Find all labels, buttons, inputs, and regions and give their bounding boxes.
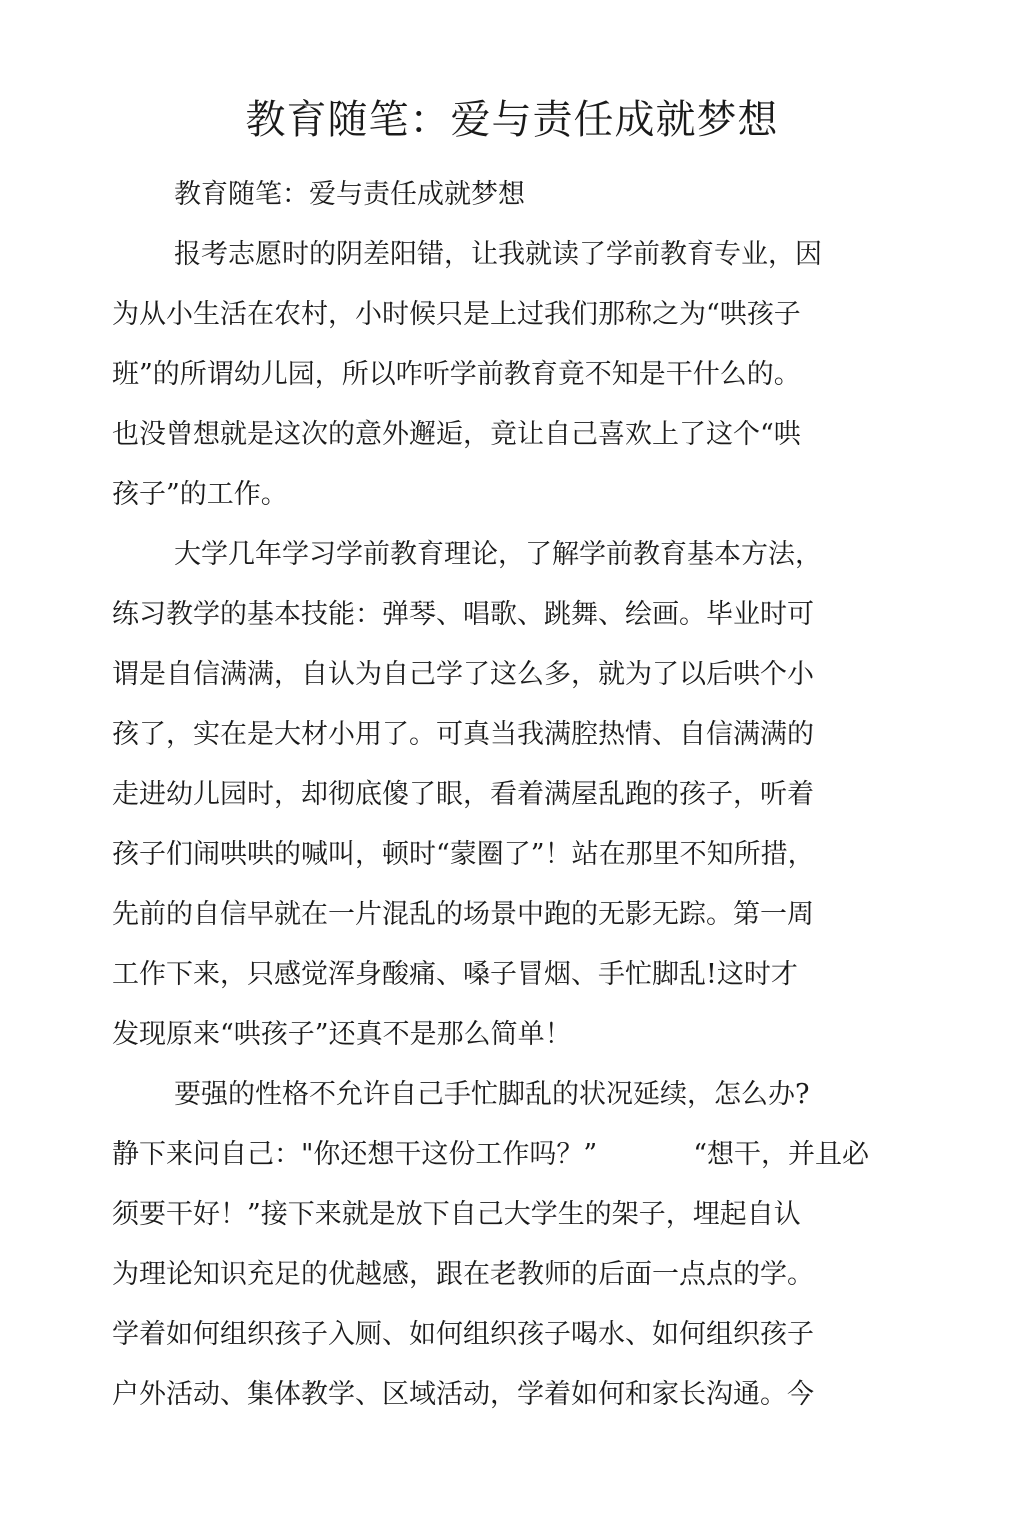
paragraph-line: 孩子”的工作。 [112,479,288,510]
question-quote: 静下来问自己："你还想干这份工作吗？” [112,1139,598,1170]
paragraph-line: 练习教学的基本技能：弹琴、唱歌、跳舞、绘画。毕业时可 [112,599,814,630]
paragraph-line: 大学几年学习学前教育理论，了解学前教育基本方法， [174,539,822,570]
paragraph-line: 也没曾想就是这次的意外邂逅，竟让自己喜欢上了这个“哄 [112,419,801,450]
paragraph-line: 为理论知识充足的优越感，跟在老教师的后面一点点的学。 [112,1259,814,1290]
paragraph-line: 发现原来“哄孩子”还真不是那么简单！ [112,1019,572,1050]
document-subtitle: 教育随笔：爱与责任成就梦想 [174,179,525,210]
paragraph-line: 要强的性格不允许自己手忙脚乱的状况延续，怎么办? [174,1079,810,1110]
paragraph-line: 孩子们闹哄哄的喊叫，顿时“蒙圈了”！站在那里不知所措， [112,839,815,870]
paragraph-line: 班”的所谓幼儿园，所以咋听学前教育竟不知是干什么的。 [112,359,801,390]
paragraph-line: 户外活动、集体教学、区域活动，学着如何和家长沟通。今 [112,1379,814,1410]
paragraph-line: 谓是自信满满，自认为自己学了这么多，就为了以后哄个小 [112,659,814,690]
paragraph-line: 学着如何组织孩子入厕、如何组织孩子喝水、如何组织孩子 [112,1319,814,1350]
paragraph-line: 工作下来，只感觉浑身酸痛、嗓子冒烟、手忙脚乱!这时才 [112,959,798,990]
answer-quote: “想干，并且必 [693,1139,870,1170]
paragraph-line: 报考志愿时的阴差阳错，让我就读了学前教育专业，因 [174,239,822,270]
paragraph-line: 为从小生活在农村，小时候只是上过我们那称之为“哄孩子 [112,299,801,330]
paragraph-line: 孩了，实在是大材小用了。可真当我满腔热情、自信满满的 [112,719,814,750]
document-title: 教育随笔：爱与责任成就梦想 [245,97,779,143]
paragraph-line: 走进幼儿园时，却彻底傻了眼，看着满屋乱跑的孩子，听着 [112,779,814,810]
paragraph-line [112,1132,869,1178]
paragraph-line: 须要干好！”接下来就是放下自己大学生的架子，埋起自认 [112,1199,801,1230]
paragraph-line: 先前的自信早就在一片混乱的场景中跑的无影无踪。第一周 [112,899,814,930]
